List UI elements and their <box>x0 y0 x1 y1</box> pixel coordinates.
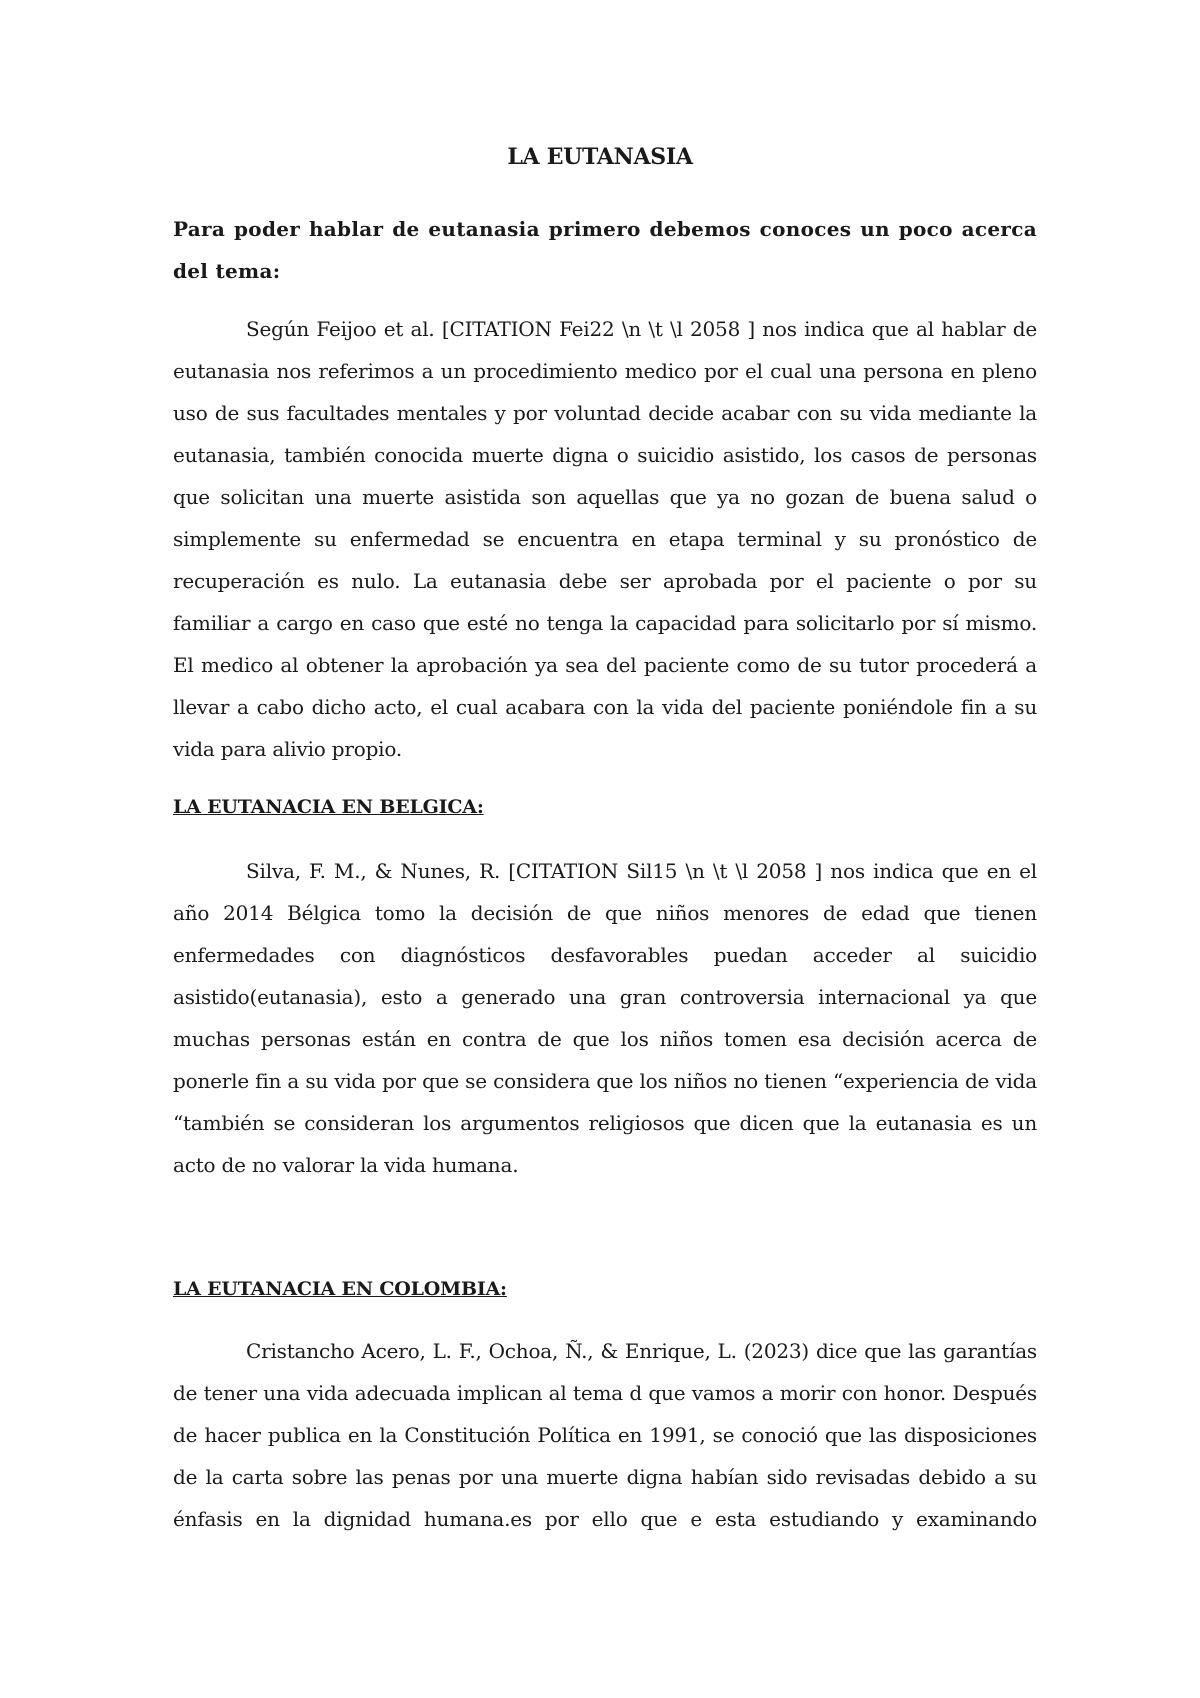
paragraph-belgica: Silva, F. M., & Nunes, R. [CITATION Sil15 \n \t \l 2058 ] nos indica que en el año 2014 Bélgica tomo la decisión de que niños menores de edad que tienen enfermedades con diagnósticos desfavorables puedan acceder al suicidio asistido(eutanasia), esto a generado una gran controversia internacional ya que muchas personas están en contra de que los niños tomen esa decisión acerca de ponerle fin a su vida por que se considera que los niños no tienen “experiencia de vida “también se consideran los argumentos religiosos que dicen que la eutanasia es un acto de no valorar la vida humana. <box>173 859 1037 1177</box>
document-title: LA EUTANASIA <box>507 144 693 170</box>
section-heading-colombia: LA EUTANACIA EN COLOMBIA: <box>173 1278 507 1300</box>
paragraph-definition: Según Feijoo et al. [CITATION Fei22 \n \t \l 2058 ] nos indica que al hablar de eutanasia nos referimos a un procedimiento medico por el cual una persona en pleno uso de sus facultades mentales y por voluntad decide acabar con su vida mediante la eutanasia, también conocida muerte digna o suicidio asistido, los casos de personas que solicitan una muerte asistida son aquellas que ya no gozan de buena salud o simplemente su enfermedad se encuentra en etapa terminal y su pronóstico de recuperación es nulo. La eutanasia debe ser aprobada por el paciente o por su familiar a cargo en caso que esté no tenga la capacidad para solicitarlo por sí mismo. El medico al obtener la aprobación ya sea del paciente como de su tutor procederá a llevar a cabo dicho acto, el cual acabara con la vida del paciente poniéndole fin a su vida para alivio propio. <box>173 317 1037 761</box>
paragraph-colombia: Cristancho Acero, L. F., Ochoa, Ñ., & Enrique, L. (2023) dice que las garantías de tener una vida adecuada implican al tema d que vamos a morir con honor. Después de hacer publica en la Constitución Política en 1991, se conoció que las disposiciones de la carta sobre las penas por una muerte digna habían sido revisadas debido a su énfasis en la dignidad humana.es por ello que e esta estudiando y examinando <box>173 1339 1037 1531</box>
section-heading-belgica: LA EUTANACIA EN BELGICA: <box>173 796 484 818</box>
intro-text: Para poder hablar de eutanasia primero debemos conoces un poco acerca del tema: <box>173 217 1037 283</box>
